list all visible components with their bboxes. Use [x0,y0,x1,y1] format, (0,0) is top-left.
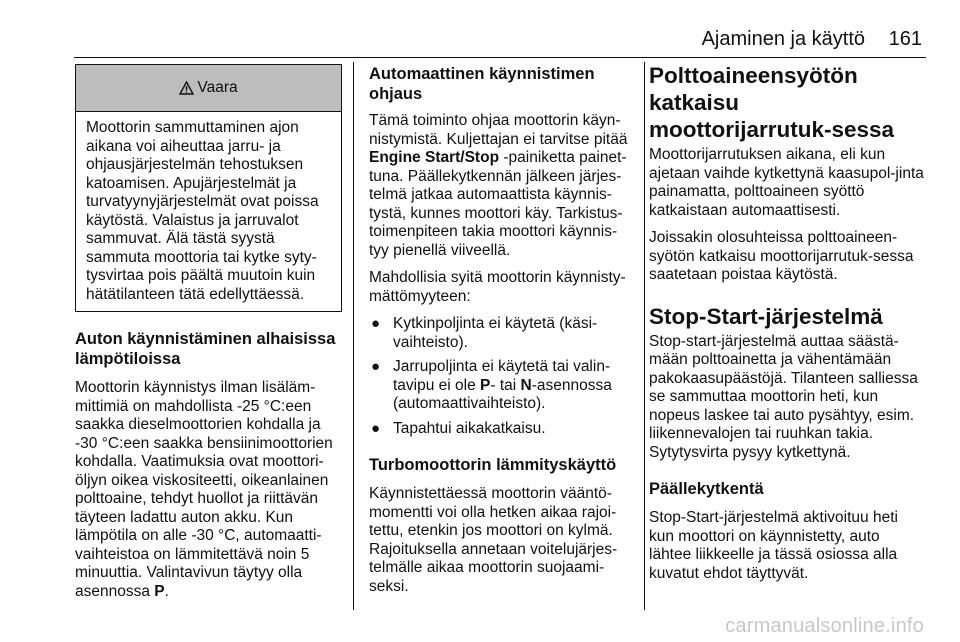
warning-header [76,65,341,112]
start-failure-intro: Mahdollisia syitä moottorin käynnisty-mättömyyteen: [369,269,626,305]
turbo-warmup-paragraph: Käynnistettäessä moottorin vääntö-momentti voi olla hetken aikaa rajoi-tettu, etenkin jos moottori on kylmä. Rajoituksella annetaan voitelujärjes-telmälle aikaa moottorin suojaami-seksi. [369,485,618,595]
bullet-icon: ● [371,419,381,437]
watermark: carmanualsonline.info [725,615,924,637]
activation-paragraph: Stop-Start-järjestelmä aktivoituu heti kun moottori on käynnistetty, auto lähtee liikkeelle ja tässä osiossa alla kuvatut ehdot täyttyvät. [649,509,898,582]
bullet-icon: ● [371,315,381,332]
bullet-icon: ● [371,358,381,375]
list-item: ● Tapahtui aikakatkaisu. [371,419,546,437]
fuel-cutoff-paragraph-2: Joissakin olosuhteissa polttoaineen-syötön katkaisu moottorijarrutuk-sessa saatetaan poistaa käytöstä. [649,229,914,283]
stop-start-paragraph: Stop-start-järjestelmä auttaa säästä-mään polttoainetta ja vähentämään pakokaasupäästöjä. Tilanteen salliessa se sammuttaa moottorin heti, kun nopeus laskee tai auto pysähtyy, esim. liikennevalojen tai ruuhkan takia. Sytytysvirta pysyy kytkettynä. [649,332,918,461]
page-header [0,22,960,56]
list-item: ● Jarrupoljinta ei käytetä tai valin-tavipu ei ole P- tai N-asennossa (automaattivaihteisto). [371,358,612,412]
turbo-warmup-heading: Turbomoottorin lämmityskäyttö [369,456,617,474]
warning-label: Vaara [197,78,238,96]
cold-start-heading: Auton käynnistäminen alhaisissa lämpötiloissa [75,330,336,368]
fuel-cutoff-paragraph-1: Moottorijarrutuksen aikana, eli kun ajetaan vaihde kytkettynä kaasupol-jinta painamatta, polttoaineen syöttö katkaistaan automaattisesti. [649,146,924,219]
page-number: 161 [888,28,922,50]
warning-box [75,64,342,312]
warning-body [76,112,341,311]
section-title: Ajaminen ja käyttö [701,28,865,50]
column-1 [75,62,342,610]
auto-starter-heading: Automaattinen käynnistimen ohjaus [369,65,595,103]
start-failure-list [369,315,631,438]
stop-start-heading: Stop-Start-järjestelmä [649,303,883,329]
column-divider-1 [353,62,354,610]
cold-start-paragraph: Moottorin käynnistys ilman lisäläm-mittimiä on mahdollista -25 °C:een saakka dieselmoottorien kohdalla ja -30 °C:een saakka bensiinimoottorien kohdalla. Vaatimuksia ovat moottori-öljyn oikea viskositeetti, oikeanlainen polttoaine, tehdyt huollot ja riittävän täyteen ladattu auton akku. Kun lämpötila on alle -30 °C, automaatti-vaihteistoa on lämmitettävä noin 5 minuuttia. Valintavivun täytyy olla asennossa P. [75,379,333,600]
fuel-cutoff-heading: Polttoaineensyötön katkaisu moottorijarrutuk-sessa [649,63,895,142]
list-item: ● Kytkinpoljinta ei käytetä (käsi-vaihteisto). [371,315,598,351]
auto-starter-paragraph: Tämä toiminto ohjaa moottorin käyn-nistymistä. Kuljettajan ei tarvitse pitää Engine Start/Stop -painiketta painet-tuna. Päällekytkennän jälkeen järjes-telmä jatkaa automaattista käynnis-tystä, kunnes moottori käy. Tarkistus-toimenpiteen takia moottori käynnis-tyy pienellä viiveellä. [369,112,628,259]
column-3 [649,62,925,592]
column-2 [369,62,631,605]
activation-heading: Päällekytkentä [649,480,764,498]
column-divider-2 [644,62,645,610]
header-rule [74,57,926,58]
warning-triangle-icon [179,81,194,95]
warning-text: Moottorin sammuttaminen ajon aikana voi aiheuttaa jarru- ja ohjausjärjestelmän tehostuksen katoamisen. Apujärjestelmät ja turvatyynyjärjestelmät ovat poissa käytöstä. Valaistus ja jarruvalot sammuvat. Älä tästä syystä sammuta moottoria tai kytke syty-tysvirtaa pois päältä muutoin kuin hätätilanteen tätä edellyttäessä. [86,119,319,303]
